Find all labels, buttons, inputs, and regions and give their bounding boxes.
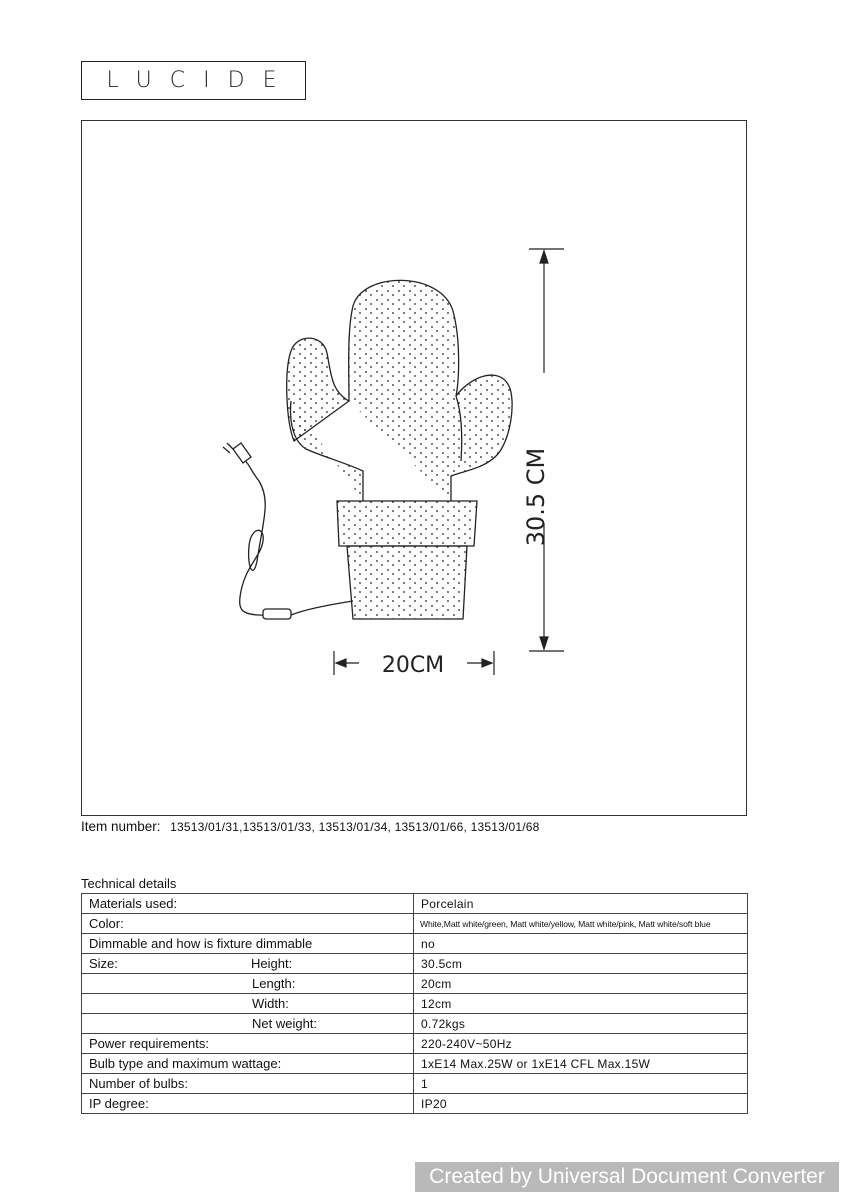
row-label: Power requirements: bbox=[82, 1034, 414, 1054]
table-row bbox=[82, 914, 748, 934]
width-sub-label: Width: bbox=[82, 994, 414, 1014]
row-value: no bbox=[414, 934, 748, 954]
table-row bbox=[82, 1054, 748, 1074]
height-dimension-label: 30.5 CM bbox=[522, 447, 550, 547]
converter-watermark: Created by Universal Document Converter bbox=[415, 1162, 839, 1192]
cactus-lamp-drawing bbox=[82, 121, 748, 817]
row-label: Color: bbox=[82, 914, 414, 934]
item-number-value: 13513/01/31,13513/01/33, 13513/01/34, 13513/01/66, 13513/01/68 bbox=[170, 820, 540, 834]
row-value: 0.72kgs bbox=[414, 1014, 748, 1034]
row-value: 220-240V~50Hz bbox=[414, 1034, 748, 1054]
net-weight-sub-label: Net weight: bbox=[82, 1014, 414, 1034]
table-row bbox=[82, 1014, 748, 1034]
row-value: 20cm bbox=[414, 974, 748, 994]
row-label: Materials used: bbox=[82, 894, 414, 914]
table-row bbox=[82, 1074, 748, 1094]
row-value: Porcelain bbox=[414, 894, 748, 914]
table-row bbox=[82, 974, 748, 994]
product-drawing-frame bbox=[81, 120, 747, 816]
row-value: 1 bbox=[414, 1074, 748, 1094]
technical-details-table bbox=[81, 893, 748, 1114]
table-row bbox=[82, 934, 748, 954]
length-sub-label: Length: bbox=[82, 974, 414, 994]
row-label: Number of bulbs: bbox=[82, 1074, 414, 1094]
table-row bbox=[82, 994, 748, 1014]
row-value: 12cm bbox=[414, 994, 748, 1014]
technical-details-title: Technical details bbox=[81, 876, 177, 891]
height-sub-label: Height: bbox=[251, 956, 293, 971]
row-label: Bulb type and maximum wattage: bbox=[82, 1054, 414, 1074]
row-value: 30.5cm bbox=[414, 954, 748, 974]
item-number-line bbox=[81, 819, 540, 834]
size-label: Size: bbox=[89, 956, 118, 971]
table-row bbox=[82, 954, 748, 974]
row-label: Dimmable and how is fixture dimmable bbox=[82, 934, 414, 954]
brand-logo bbox=[81, 61, 306, 100]
item-number-label: Item number: bbox=[81, 819, 161, 834]
row-value: IP20 bbox=[414, 1094, 748, 1114]
row-value: 1xE14 Max.25W or 1xE14 CFL Max.15W bbox=[414, 1054, 748, 1074]
table-row bbox=[82, 1034, 748, 1054]
row-label: IP degree: bbox=[82, 1094, 414, 1114]
row-value: White,Matt white/green, Matt white/yellow, Matt white/pink, Matt white/soft blue bbox=[414, 914, 748, 934]
row-label bbox=[82, 954, 414, 974]
table-row bbox=[82, 894, 748, 914]
table-row bbox=[82, 1094, 748, 1114]
width-dimension-label: 20CM bbox=[381, 653, 445, 678]
brand-logo-text: LUCIDE bbox=[106, 68, 295, 93]
